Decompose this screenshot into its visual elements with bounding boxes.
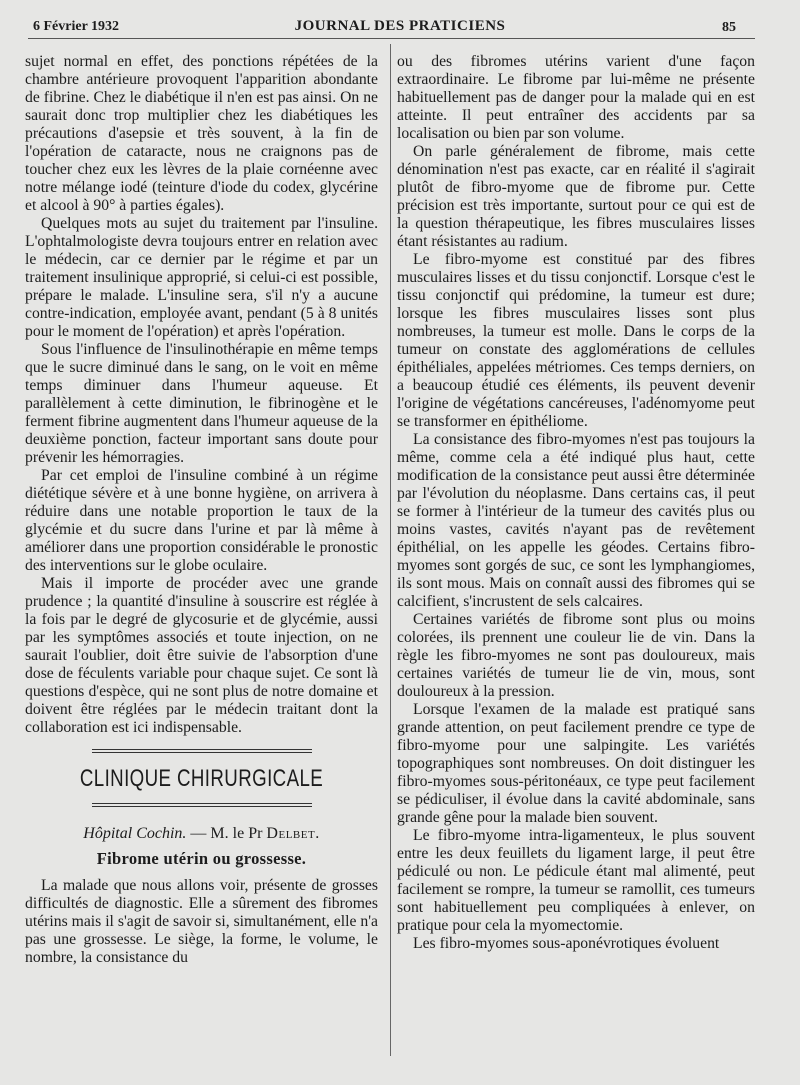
section-rule-bottom xyxy=(92,803,312,807)
right-column xyxy=(397,53,755,953)
paragraph: Quelques mots au sujet du traitement par l'insuline. L'ophtalmologiste devra toujours entrer en relation avec le médecin, car ce dernier par le régime et par un traitement insulinique approprié, si celui-ci est possible, prépare le malade. L'insuline sera, s'il n'y a aucune contre-indication, employée avant, pendant (5 à 8 unités pour le moment de l'opération) et après l'opération. xyxy=(25,215,378,340)
left-column xyxy=(25,53,378,967)
journal-title: JOURNAL DES PRATICIENS xyxy=(294,18,506,34)
paragraph: Le fibro-myome est constitué par des fibres musculaires lisses et du tissu conjonctif. Lorsque c'est le tissu conjonctif qui prédomine, la tumeur est dure; lorsque les fibres musculaires lisses sont plus nombreuses, la tumeur est molle. Dans le corps de la tumeur on constate des agglomérations de cellules épithéliales, appelées métriomes. Ces temps derniers, on a beaucoup étudié ces éléments, ils peuvent devenir l'origine de végétations cancéreuses, l'adénomyome peut se transformer en épithéliome. xyxy=(397,251,755,430)
column-divider xyxy=(390,44,391,1056)
paragraph: Par cet emploi de l'insuline combiné à un régime diététique sévère et à une bonne hygiène, on arrivera à réduire dans une notable proportion le taux de la glycémie et du sucre dans l'urine et par là même à améliorer dans une proportion considérable le pronostic des interventions sur le globe oculaire. xyxy=(25,467,378,574)
hospital-dash: — M. le xyxy=(186,825,249,842)
professor-title: Pr xyxy=(248,825,263,842)
paragraph: La consistance des fibro-myomes n'est pas toujours la même, comme cela a été indiqué plus haut, cette modification de la consistance peut aussi être déterminée par l'évolution du néoplasme. Dans certains cas, il peut se former à l'intérieur de la tumeur des cavités plus ou moins vastes, cavités n'ayant pas de revêtement épithélial, on les appelle les géodes. Certains fibro-myomes sont gorgés de suc, ce sont les lymphangiomes, ils sont mous. Mais on connaît aussi des fibromes qui se calcifient, s'incrustent de sels calcaires. xyxy=(397,431,755,610)
hospital-name: Hôpital Cochin. xyxy=(83,825,187,842)
page-number: 85 xyxy=(722,20,736,35)
article-title: Fibrome utérin ou grossesse. xyxy=(96,849,307,868)
section-rule-top xyxy=(92,749,312,753)
issue-date: 6 Février 1932 xyxy=(33,19,120,34)
page-header xyxy=(0,0,800,40)
section-title: CLINIQUE CHIRURGICALE xyxy=(79,765,324,792)
paragraph: Le fibro-myome intra-ligamenteux, le plus souvent entre les deux feuillets du ligament large, il peut être pédiculé ou non. Le pédicule étant mal alimenté, peut facilement se rompre, la tumeur se ramollit, ces tumeurs sont habituellement peu compliquées à enlever, on pratique pour cela la myomectomie. xyxy=(397,827,755,934)
hospital-line xyxy=(25,825,378,843)
paragraph: sujet normal en effet, des ponctions répétées de la chambre antérieure provoquent l'apparition abondante de fibrine. Chez le diabétique il n'en est pas ainsi. On ne saurait donc trop multiplier chez les diabétiques les précautions d'asepsie et très souvent, à la fin de l'opération de cataracte, nous ne craignons pas de toucher chez eux les lèvres de la plaie cornéenne avec notre mélange iodé (teinture d'iode du codex, glycérine et alcool à 90° à parties égales). xyxy=(25,53,378,214)
paragraph: Les fibro-myomes sous-aponévrotiques évoluent xyxy=(413,935,720,952)
paragraph: Sous l'influence de l'insulinothérapie en même temps que le sucre diminué dans le sang, on le voit en même temps diminuer dans l'humeur aqueuse. Et parallèlement à cette diminution, le fibrinogène et le ferment fibrine augmentent dans l'humeur aqueuse de la deuxième ponction, facteur important sans doute pour prévenir les hémorragies. xyxy=(25,341,378,466)
paragraph: On parle généralement de fibrome, mais cette dénomination n'est pas exacte, car en réalité il s'agirait plutôt de fibro-myome que de fibrome pur. Cette précision est très importante, surtout pour ce qui est de la question thérapeutique, les fibres musculaires lisses étant résistantes au radium. xyxy=(397,143,755,250)
section-heading-block xyxy=(25,749,378,807)
paragraph: Lorsque l'examen de la malade est pratiqué sans grande attention, on peut facilement prendre ce type de fibro-myome pour une salpingite. Les variétés topographiques sont nombreuses. On doit distinguer les fibro-myomes sous-péritonéaux, ce type peut facilement se pédiculiser, il évolue dans la cavité abdominale, sans grande gêne pour la malade bien souvent. xyxy=(397,701,755,826)
paragraph: ou des fibromes utérins varient d'une façon extraordinaire. Le fibrome par lui-même ne présente habituellement pas de danger pour la malade qui en est atteinte. Il peut entraîner des accidents par sa localisation ou bien par son volume. xyxy=(397,53,755,142)
professor-name: Delbet. xyxy=(266,825,320,842)
header-rule xyxy=(28,38,755,39)
paragraph: La malade que nous allons voir, présente de grosses difficultés de diagnostic. Elle a sûrement des fibromes utérins mais il s'agit de savoir si, simultanément, elle n'a pas une grossesse. Le siège, la forme, le volume, le nombre, la consistance du xyxy=(25,877,378,966)
paragraph: Certaines variétés de fibrome sont plus ou moins colorées, ils prennent une couleur lie de vin. Dans la règle les fibro-myomes ne sont pas douloureux, mais certaines variétés de tumeur lie de vin, mous, sont douloureux à la pression. xyxy=(397,611,755,700)
paragraph: Mais il importe de procéder avec une grande prudence ; la quantité d'insuline à souscrire est réglée à la fois par le degré de glycosurie et de glycémie, aussi par les symptômes associés et toute injection, on ne saurait l'oublier, doit être suivie de l'absorption d'une dose de féculents variable pour chaque sujet. Ce sont là questions d'espèce, qui ne sont plus de notre domaine et doivent être réglées par le médecin traitant dont la collaboration est ici indispensable. xyxy=(25,575,378,736)
